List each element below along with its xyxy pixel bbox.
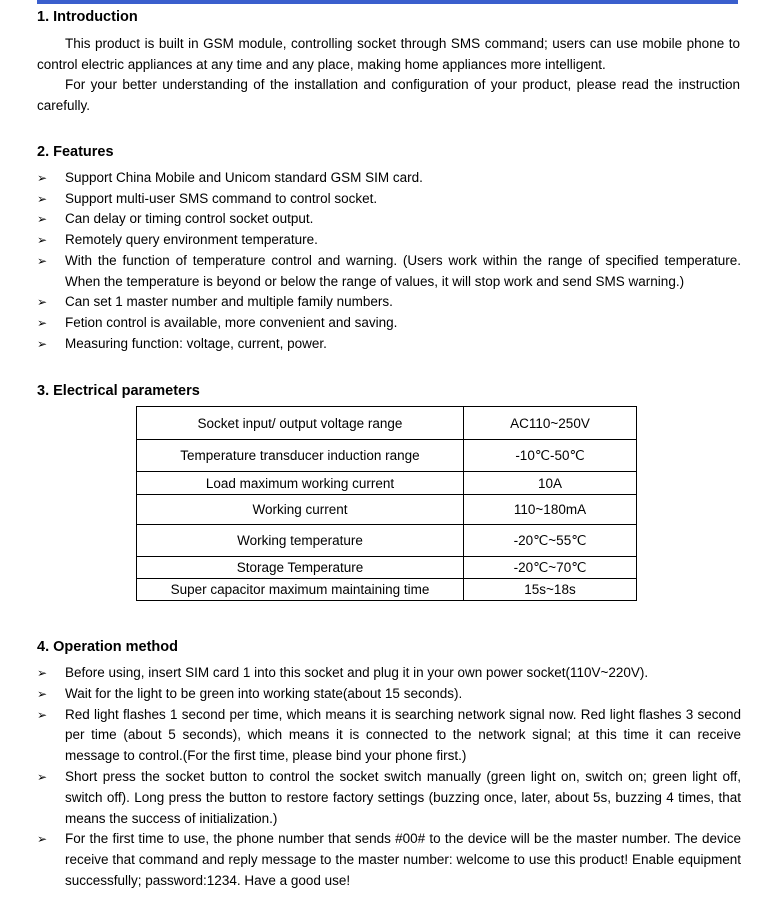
parameter-name-cell: Working temperature bbox=[137, 525, 464, 557]
parameter-value-cell: AC110~250V bbox=[464, 407, 637, 440]
list-item-text: With the function of temperature control and warning. (Users work within the range of specified temperature. When the temperature is beyond or below the range of values, it will stop work and send SMS warning.) bbox=[65, 252, 741, 289]
features-list bbox=[37, 168, 741, 354]
table-row bbox=[137, 525, 637, 557]
arrow-bullet-icon: ➢ bbox=[37, 233, 48, 248]
intro-paragraph-1 bbox=[37, 34, 740, 76]
list-item-text: Short press the socket button to control the socket switch manually (green light on, switch on; green light off, switch off). Long press the button to restore factory settings (buzzing once, later, about 5s, buzzing 4 times, that means the success of initialization.) bbox=[65, 768, 741, 826]
table-row bbox=[137, 472, 637, 495]
arrow-bullet-icon: ➢ bbox=[37, 295, 48, 310]
arrow-bullet-icon: ➢ bbox=[37, 666, 48, 680]
parameter-value-cell: -10℃-50℃ bbox=[464, 440, 637, 472]
list-item-text: Wait for the light to be green into working state(about 15 seconds). bbox=[65, 685, 463, 701]
arrow-bullet-icon: ➢ bbox=[37, 315, 48, 330]
list-item bbox=[37, 292, 741, 313]
arrow-bullet-icon: ➢ bbox=[37, 336, 48, 351]
parameter-value-cell: 10A bbox=[464, 472, 637, 495]
list-item-text: Remotely query environment temperature. bbox=[65, 232, 318, 248]
list-item-text: Support China Mobile and Unicom standard GSM SIM card. bbox=[65, 170, 423, 185]
list-item bbox=[37, 663, 741, 684]
table-row bbox=[137, 495, 637, 525]
list-item-text: For the first time to use, the phone number that sends #00# to the device will be the master number. The device receive that command and reply message to the master number: welcome to use this product! Enable equipment successfully; password:1234. Have a good use! bbox=[65, 831, 741, 888]
top-accent-bar bbox=[37, 0, 738, 4]
section-heading-electrical: 3. Electrical parameters bbox=[37, 383, 200, 399]
intro-paragraph-1-text: This product is built in GSM module, controlling socket through SMS command; users can use mobile phone to control electric appliances at any time and any place, making home appliances more intelligent. bbox=[37, 36, 740, 72]
parameter-value-cell: -20℃~70℃ bbox=[464, 557, 637, 579]
list-item bbox=[37, 168, 741, 189]
parameter-value-cell: -20℃~55℃ bbox=[464, 525, 637, 557]
table-row bbox=[137, 579, 637, 601]
arrow-bullet-icon: ➢ bbox=[37, 171, 48, 185]
parameter-name-cell: Socket input/ output voltage range bbox=[137, 407, 464, 440]
arrow-bullet-icon: ➢ bbox=[37, 253, 48, 268]
section-heading-features: 2. Features bbox=[37, 144, 114, 160]
parameter-name-cell: Super capacitor maximum maintaining time bbox=[137, 579, 464, 601]
list-item bbox=[37, 209, 741, 230]
parameter-value-cell: 110~180mA bbox=[464, 495, 637, 525]
parameter-name-cell: Working current bbox=[137, 495, 464, 525]
table-row bbox=[137, 407, 637, 440]
list-item-text: Measuring function: voltage, current, power. bbox=[65, 335, 327, 351]
arrow-bullet-icon: ➢ bbox=[37, 832, 48, 847]
list-item-text: Can set 1 master number and multiple family numbers. bbox=[65, 294, 393, 310]
list-item bbox=[37, 705, 741, 767]
parameter-name-cell: Load maximum working current bbox=[137, 472, 464, 495]
intro-paragraph-2 bbox=[37, 75, 740, 117]
list-item-text: Before using, insert SIM card 1 into this socket and plug it in your own power socket(110V~220V). bbox=[65, 665, 649, 680]
list-item-text: Red light flashes 1 second per time, which means it is searching network signal now. Red light flashes 3 second per time (about 5 seconds), which means it is connected to the network signal; at this time it can receive message to control.(For the first time, please bind your phone first.) bbox=[65, 706, 741, 764]
arrow-bullet-icon: ➢ bbox=[37, 707, 48, 722]
operation-list bbox=[37, 663, 741, 892]
arrow-bullet-icon: ➢ bbox=[37, 769, 48, 784]
list-item bbox=[37, 767, 741, 829]
arrow-bullet-icon: ➢ bbox=[37, 191, 48, 206]
list-item bbox=[37, 189, 741, 210]
list-item bbox=[37, 684, 741, 705]
list-item-text: Support multi-user SMS command to control socket. bbox=[65, 190, 378, 206]
intro-paragraph-2-text: For your better understanding of the installation and configuration of your product, please read the instruction carefully. bbox=[37, 77, 740, 113]
list-item bbox=[37, 251, 741, 292]
list-item bbox=[37, 334, 741, 355]
electrical-parameters-table bbox=[136, 406, 637, 601]
parameter-name-cell: Temperature transducer induction range bbox=[137, 440, 464, 472]
table-row bbox=[137, 440, 637, 472]
list-item-text: Fetion control is available, more convenient and saving. bbox=[65, 314, 398, 330]
section-heading-operation: 4. Operation method bbox=[37, 639, 178, 655]
arrow-bullet-icon: ➢ bbox=[37, 686, 48, 701]
arrow-bullet-icon: ➢ bbox=[37, 212, 48, 227]
parameter-value-cell: 15s~18s bbox=[464, 579, 637, 601]
list-item-text: Can delay or timing control socket output. bbox=[65, 211, 314, 227]
list-item bbox=[37, 230, 741, 251]
list-item bbox=[37, 829, 741, 891]
section-heading-introduction: 1. Introduction bbox=[37, 9, 138, 25]
table-row bbox=[137, 557, 637, 579]
list-item bbox=[37, 313, 741, 334]
parameter-name-cell: Storage Temperature bbox=[137, 557, 464, 579]
